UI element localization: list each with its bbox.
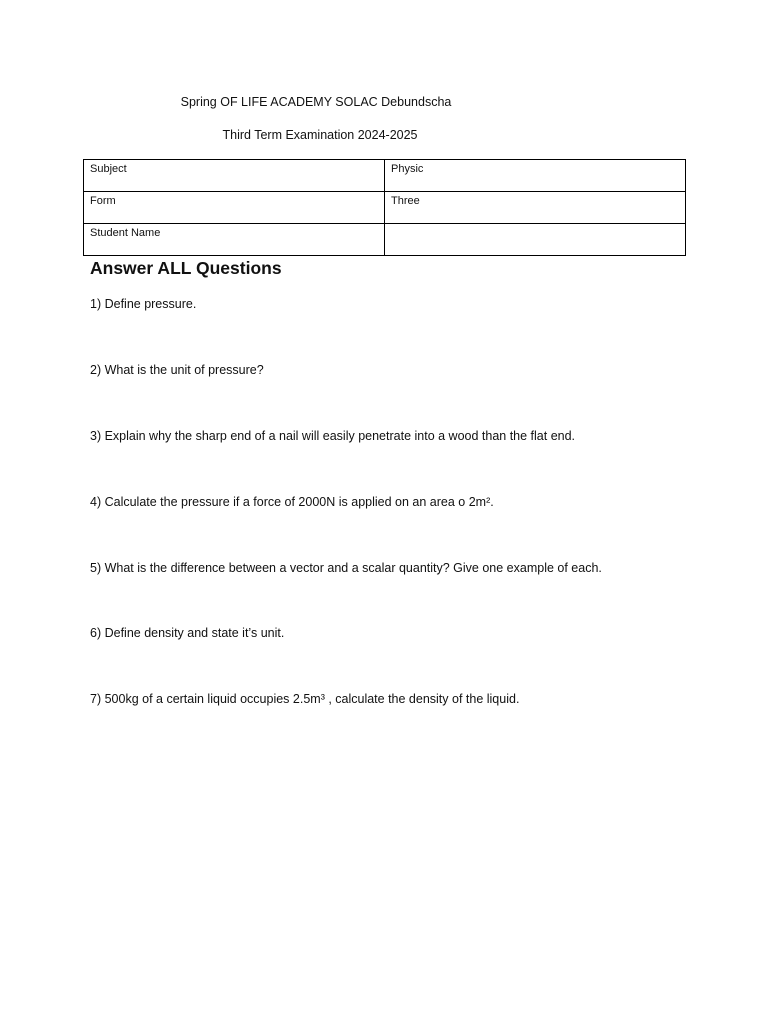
question-item: 6) Define density and state it’s unit. — [90, 626, 285, 640]
question-item: 4) Calculate the pressure if a force of 2000N is applied on an area o 2m². — [90, 495, 494, 509]
form-label: Form — [84, 192, 385, 224]
instructions-heading: Answer ALL Questions — [90, 258, 282, 278]
student-name-field[interactable] — [385, 224, 686, 256]
table-row-form — [84, 192, 686, 224]
subject-label: Subject — [84, 160, 385, 192]
question-item: 7) 500kg of a certain liquid occupies 2.5m³ , calculate the density of the liquid. — [90, 692, 520, 706]
school-name: Spring OF LIFE ACADEMY SOLAC Debundscha — [180, 95, 452, 109]
exam-title: Third Term Examination 2024-2025 — [222, 128, 418, 142]
student-info-table — [83, 159, 686, 256]
student-name-label: Student Name — [84, 224, 385, 256]
question-item: 3) Explain why the sharp end of a nail will easily penetrate into a wood than the flat end. — [90, 429, 576, 443]
table-row-subject — [84, 160, 686, 192]
table-row-student-name — [84, 224, 686, 256]
question-item: 2) What is the unit of pressure? — [90, 363, 264, 377]
question-item: 1) Define pressure. — [90, 297, 197, 311]
question-item: 5) What is the difference between a vector and a scalar quantity? Give one example of each. — [90, 561, 602, 575]
subject-value: Physic — [385, 160, 686, 192]
form-value: Three — [385, 192, 686, 224]
